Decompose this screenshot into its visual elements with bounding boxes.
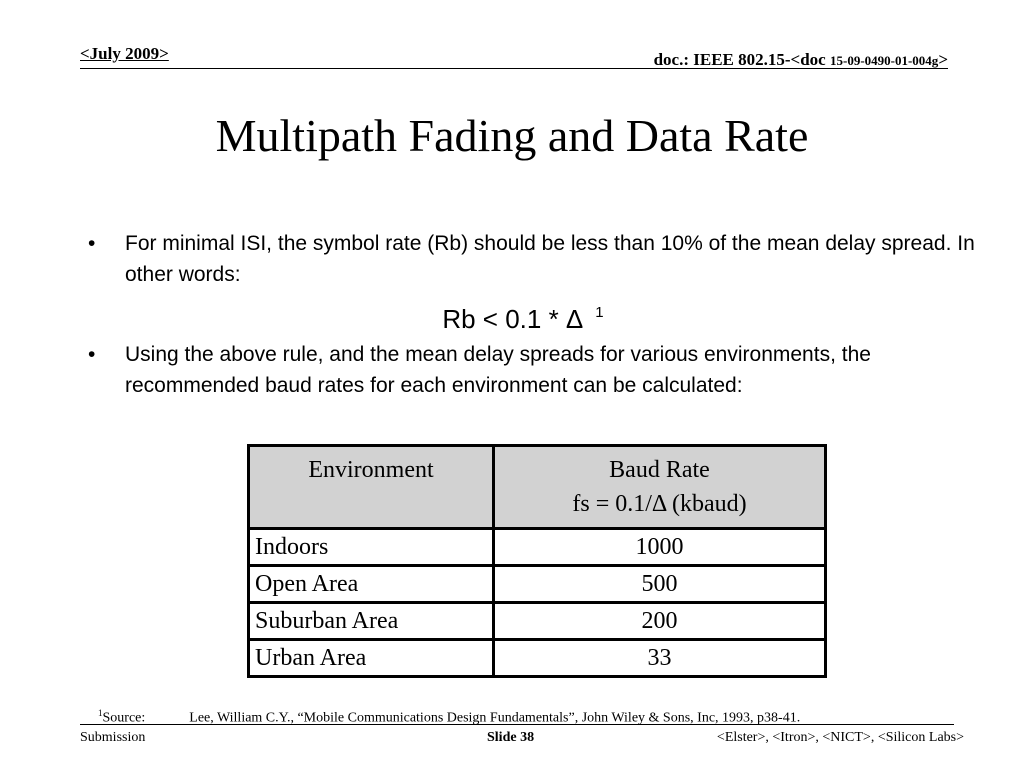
formula-text: Rb < 0.1 * Δ	[442, 304, 584, 334]
table-header-row	[249, 446, 826, 529]
header-baud-rate-line1: Baud Rate	[609, 457, 710, 483]
footnote-text: Lee, William C.Y., “Mobile Communications Design Fundamentals”, John Wiley & Sons, Inc, 1993, p38-41.	[189, 710, 801, 726]
table-row	[249, 603, 826, 640]
header-baud-rate-line2: fs = 0.1/Δ (kbaud)	[572, 491, 747, 517]
cell-baud-rate: 200	[494, 603, 826, 640]
cell-environment: Urban Area	[249, 640, 494, 677]
header-doc-prefix: doc.: IEEE 802.15-<doc	[653, 50, 830, 69]
formula-footnote-ref: 1	[595, 304, 604, 321]
table-row	[249, 566, 826, 603]
footer-slide-number: Slide 38	[487, 730, 535, 745]
cell-baud-rate: 33	[494, 640, 826, 677]
cell-environment: Indoors	[249, 529, 494, 566]
header-doc-suffix: >	[938, 50, 948, 69]
slide-title: Multipath Fading and Data Rate	[215, 110, 809, 161]
cell-environment: Suburban Area	[249, 603, 494, 640]
footnote-marker: 1	[98, 708, 103, 718]
formula	[88, 295, 988, 337]
footnote-rule	[80, 724, 954, 725]
bullet-item: • Using the above rule, and the mean delay spreads for various environments, the recommended baud rates for each environment can be calculated:	[88, 339, 988, 401]
bullet-item: • For minimal ISI, the symbol rate (Rb) should be less than 10% of the mean delay spread. In other words:	[88, 228, 988, 290]
header-baud-rate	[494, 446, 826, 529]
baud-rate-table	[247, 444, 827, 678]
cell-baud-rate: 1000	[494, 529, 826, 566]
cell-baud-rate: 500	[494, 566, 826, 603]
table-row	[249, 529, 826, 566]
bullet-list	[88, 228, 988, 401]
header-date: <July 2009>	[80, 44, 169, 63]
footer-submission: Submission	[80, 730, 146, 745]
footnote-label: Source:	[102, 710, 146, 726]
header-rule	[80, 68, 948, 69]
header-environment: Environment	[249, 446, 494, 529]
header-doc-number: 15-09-0490-01-004g	[829, 53, 939, 68]
table-row	[249, 640, 826, 677]
cell-environment: Open Area	[249, 566, 494, 603]
footer-authors: <Elster>, <Itron>, <NICT>, <Silicon Labs>	[716, 730, 964, 745]
header-doc-id	[654, 50, 948, 70]
